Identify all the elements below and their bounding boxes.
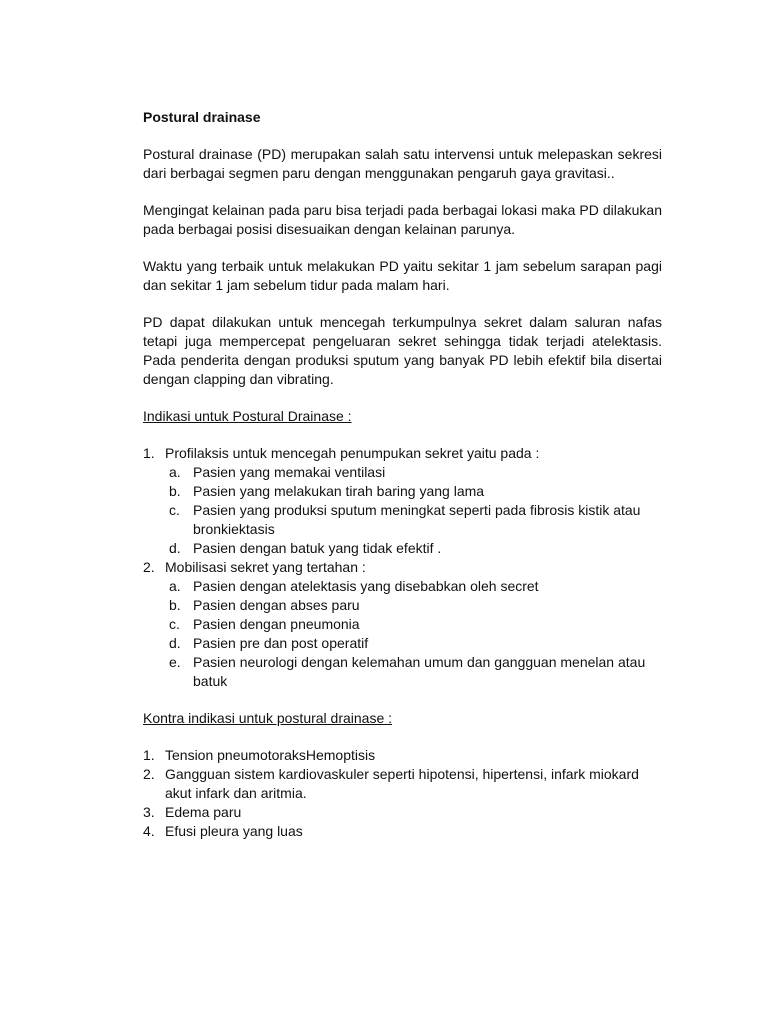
sub-list-letter: d. — [169, 540, 181, 556]
sub-list-item-text: Pasien yang produksi sputum meningkat seperti pada fibrosis kistik atau bronkiektasis — [193, 502, 641, 537]
sub-list-item-text: Pasien dengan atelektasis yang disebabkan oleh secret — [193, 578, 539, 594]
sub-list-item-text: Pasien dengan pneumonia — [193, 616, 360, 632]
sub-list — [165, 463, 662, 558]
list-number: 3. — [143, 804, 155, 820]
sub-list-item — [165, 596, 662, 615]
sub-list-item-text: Pasien yang memakai ventilasi — [193, 464, 386, 480]
list-item — [143, 803, 662, 822]
sub-list-letter: b. — [169, 597, 181, 613]
sub-list — [165, 577, 662, 691]
sub-list-item-text: Pasien dengan abses paru — [193, 597, 360, 613]
sub-list-item — [165, 634, 662, 653]
paragraph-purpose: PD dapat dilakukan untuk mencegah terkumpulnya sekret dalam saluran nafas tetapi juga mempercepat pengeluaran sekret sehingga tidak terjadi atelektasis. Pada penderita dengan produksi sputum yang banyak PD lebih efektif bila disertai dengan clapping dan vibrating. — [143, 314, 662, 387]
paragraph-positions: Mengingat kelainan pada paru bisa terjadi pada berbagai lokasi maka PD dilakukan pada berbagai posisi disesuaikan dengan kelainan parunya. — [143, 202, 662, 237]
kontra-list — [143, 746, 662, 841]
list-number: 2. — [143, 559, 155, 575]
paragraph-definition: Postural drainase (PD) merupakan salah satu intervensi untuk melepaskan sekresi dari berbagai segmen paru dengan menggunakan pengaruh gaya gravitasi.. — [143, 146, 662, 181]
list-number: 1. — [143, 445, 155, 461]
list-number: 4. — [143, 823, 155, 839]
sub-list-item-text: Pasien dengan batuk yang tidak efektif . — [193, 540, 442, 556]
sub-list-letter: a. — [169, 578, 181, 594]
list-item-text: Tension pneumotoraksHemoptisis — [165, 747, 376, 763]
list-item-text: Edema paru — [165, 804, 242, 820]
sub-list-item — [165, 463, 662, 482]
sub-list-letter: b. — [169, 483, 181, 499]
list-number: 1. — [143, 747, 155, 763]
list-item-text: Efusi pleura yang luas — [165, 823, 303, 839]
sub-list-item-text: Pasien yang melakukan tirah baring yang lama — [193, 483, 485, 499]
sub-list-item-text: Pasien pre dan post operatif — [193, 635, 369, 651]
indikasi-heading: Indikasi untuk Postural Drainase : — [143, 408, 352, 424]
list-item-text: Mobilisasi sekret yang tertahan : — [165, 559, 366, 575]
list-item — [143, 765, 662, 803]
sub-list-item — [165, 615, 662, 634]
paragraph-timing: Waktu yang terbaik untuk melakukan PD yaitu sekitar 1 jam sebelum sarapan pagi dan sekitar 1 jam sebelum tidur pada malam hari. — [143, 258, 662, 293]
sub-list-item — [165, 653, 662, 691]
list-item-text: Profilaksis untuk mencegah penumpukan sekret yaitu pada : — [165, 445, 540, 461]
document-title: Postural drainase — [143, 109, 261, 125]
sub-list-item — [165, 539, 662, 558]
list-item-text: Gangguan sistem kardiovaskuler seperti hipotensi, hipertensi, infark miokard akut infark dan aritmia. — [165, 766, 639, 801]
sub-list-item — [165, 482, 662, 501]
list-item — [143, 822, 662, 841]
list-number: 2. — [143, 766, 155, 782]
sub-list-item — [165, 501, 662, 539]
sub-list-letter: e. — [169, 654, 181, 670]
sub-list-letter: d. — [169, 635, 181, 651]
sub-list-letter: a. — [169, 464, 181, 480]
list-item — [143, 558, 662, 691]
sub-list-letter: c. — [169, 502, 180, 518]
list-item — [143, 746, 662, 765]
sub-list-item-text: Pasien neurologi dengan kelemahan umum dan gangguan menelan atau batuk — [193, 654, 646, 689]
document-page — [143, 108, 662, 859]
sub-list-item — [165, 577, 662, 596]
sub-list-letter: c. — [169, 616, 180, 632]
list-item — [143, 444, 662, 558]
kontra-heading: Kontra indikasi untuk postural drainase : — [143, 710, 393, 726]
indikasi-list — [143, 444, 662, 691]
